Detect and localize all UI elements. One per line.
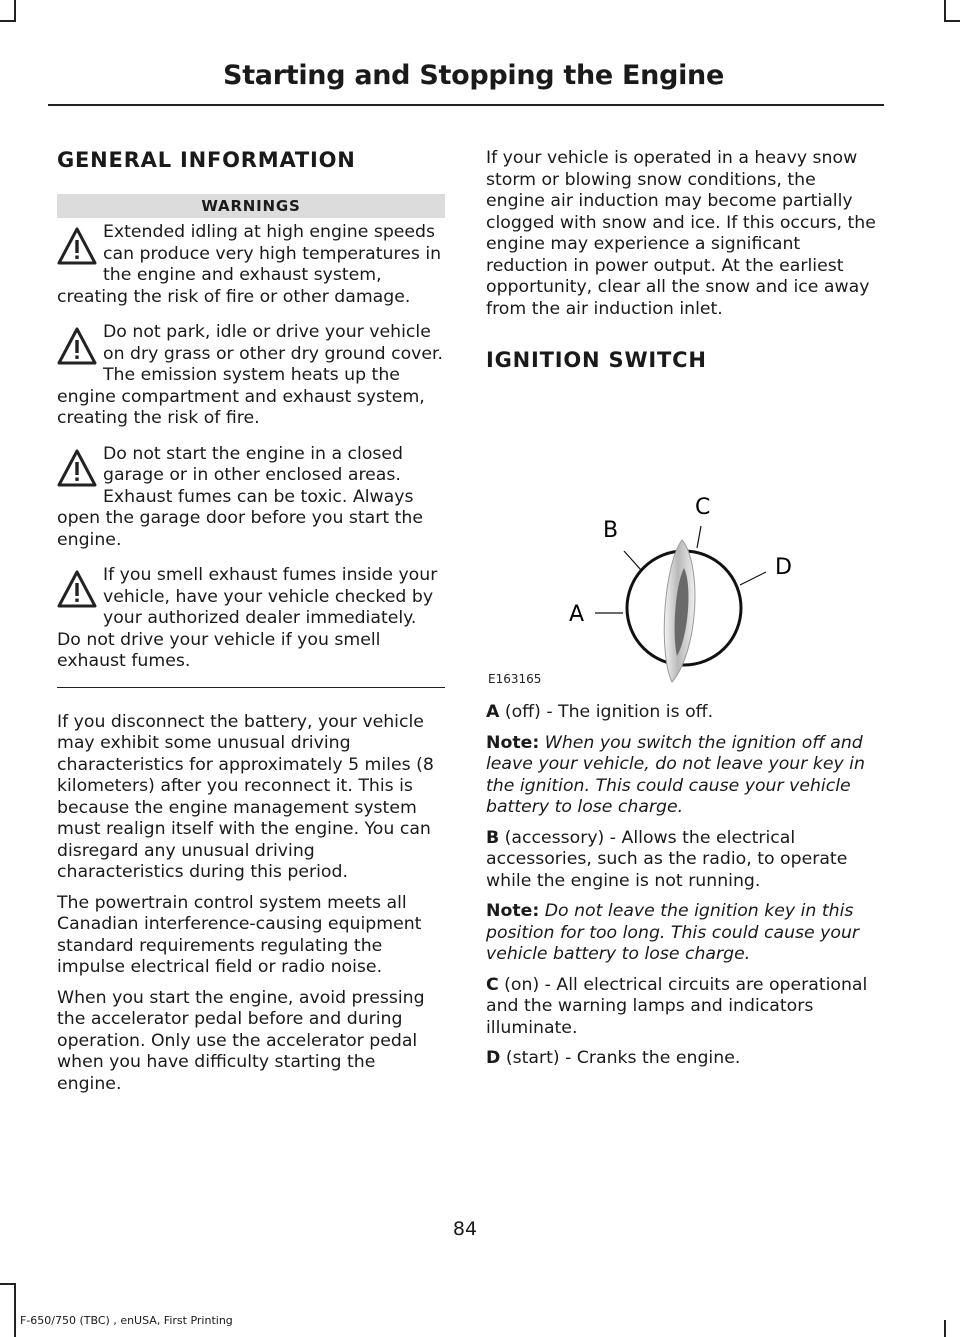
body-paragraph: The powertrain control system meets all Canadian interference-causing equipment standard requirements regulating the impulse electrical field or radio noise. — [57, 892, 422, 977]
body-paragraph: If your vehicle is operated in a heavy snow storm or blowing snow conditions, the engine air induction may become partially clogged with snow and ice. If this occurs, the engine may experience a significant reduction in power output. At the earliest opportunity, clear all the snow and ice away from the air induction inlet. — [486, 148, 876, 319]
right-column — [486, 148, 879, 1079]
note-label: Note: — [486, 732, 540, 753]
label-b: B — [603, 518, 619, 543]
crop-mark — [14, 0, 16, 22]
body-paragraph: When you start the engine, avoid pressing the accelerator pedal before and during operation. Only use the accelerator pedal when you have difficulty starting the engine. — [57, 987, 425, 1094]
warning-triangle-icon — [57, 569, 97, 609]
ignition-switch-figure — [486, 394, 879, 686]
position-key: C — [486, 974, 499, 995]
position-text: (accessory) - Allows the electrical accessories, such as the radio, to operate while the engine is not running. — [486, 827, 848, 891]
position-key: B — [486, 827, 500, 848]
label-a: A — [569, 602, 585, 627]
left-column — [57, 148, 445, 1104]
note — [486, 901, 879, 966]
warning-triangle-icon — [57, 326, 97, 366]
leader-line-c — [697, 526, 701, 548]
warning-item — [57, 444, 445, 560]
warning-text: Do not start the engine in a closed garage or in other enclosed areas. Exhaust fumes can be toxic. Always open the garage door before you start the engine. — [57, 443, 423, 550]
warning-text: If you smell exhaust fumes inside your vehicle, have your vehicle checked by your authorized dealer immediately. Do not drive your vehicle if you smell exhaust fumes. — [57, 565, 438, 671]
position-key: A — [486, 702, 500, 722]
warnings-divider — [57, 687, 445, 688]
crop-mark — [944, 0, 946, 22]
crop-mark — [0, 20, 16, 22]
figure-id: E163165 — [488, 672, 542, 686]
section-title-ignition-switch: IGNITION SWITCH — [486, 348, 707, 372]
position-text: (start) - Cranks the engine. — [500, 1048, 741, 1068]
warning-item — [57, 565, 445, 681]
crop-mark — [944, 20, 960, 22]
page-title: Starting and Stopping the Engine — [223, 60, 724, 91]
label-d: D — [775, 555, 792, 580]
footer-text: F-650/750 (TBC) , enUSA, First Printing — [20, 1314, 233, 1327]
position-key: D — [486, 1048, 501, 1068]
note — [486, 733, 879, 819]
ignition-position-a — [486, 702, 879, 724]
body-paragraph: If you disconnect the battery, your vehicle may exhibit some unusual driving characteristics for approximately 5 miles (8 kilometers) after you reconnect it. This is because the engine management system must realign itself with the engine. You can disregard any unusual driving characteristics during this period. — [57, 711, 434, 882]
warning-item — [57, 222, 445, 316]
label-c: C — [695, 495, 711, 520]
ignition-position-c — [486, 975, 879, 1040]
leader-line-b — [624, 551, 641, 570]
note-label: Note: — [486, 901, 540, 921]
page-number: 84 — [452, 1218, 478, 1240]
note-text: Do not leave the ignition key in this position for too long. This could cause your vehicle battery to lose charge. — [486, 901, 860, 964]
leader-line-d — [740, 572, 766, 585]
warning-text: Do not park, idle or drive your vehicle on dry grass or other dry ground cover. The emission system heats up the engine compartment and exhaust system, creating the risk of fire. — [57, 322, 444, 428]
crop-mark — [14, 1283, 16, 1337]
crop-mark — [944, 1320, 946, 1337]
warning-triangle-icon — [57, 226, 97, 266]
ignition-position-b — [486, 828, 879, 893]
position-text: (on) - All electrical circuits are operational and the warning lamps and indicators illuminate. — [486, 974, 868, 1038]
header-divider — [48, 104, 884, 106]
section-title-general-information: GENERAL INFORMATION — [57, 148, 356, 172]
warnings-heading: WARNINGS — [57, 194, 445, 218]
warning-item — [57, 322, 445, 438]
position-text: (off) - The ignition is off. — [499, 702, 714, 722]
warning-triangle-icon — [57, 448, 97, 488]
warning-text: Extended idling at high engine speeds can produce very high temperatures in the engine and exhaust system, creating the risk of fire or other damage. — [57, 222, 442, 307]
crop-mark — [0, 1283, 16, 1285]
note-text: When you switch the ignition off and leave your vehicle, do not leave your key in the ignition. This could cause your vehicle battery to lose charge. — [486, 732, 865, 817]
ignition-switch-diagram — [486, 394, 879, 686]
ignition-position-d — [486, 1048, 879, 1070]
